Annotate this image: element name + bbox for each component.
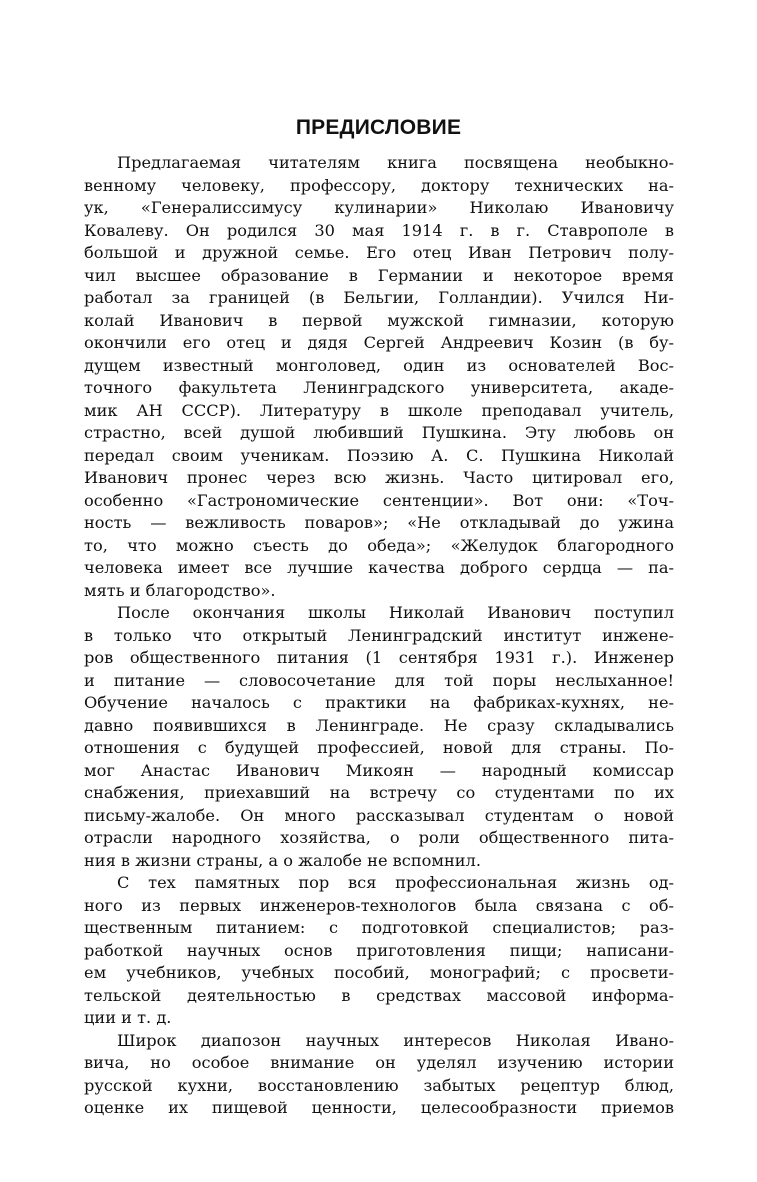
text-line: давно появившихся в Ленинграде. Не сразу складывались bbox=[84, 715, 674, 735]
text-line: венному человеку, профессору, доктору технических на- bbox=[84, 175, 674, 195]
text-line: мик АН СССР). Литературу в школе преподавал учитель, bbox=[84, 400, 674, 420]
text-line: точного факультета Ленинградского университета, акаде- bbox=[84, 378, 674, 397]
text-line: ции и т. д. bbox=[84, 1008, 172, 1027]
page-title: ПРЕДИСЛОВИЕ bbox=[295, 116, 462, 139]
paragraph-2 bbox=[84, 602, 674, 872]
text-line: чил высшее образование в Германии и некоторое время bbox=[84, 265, 674, 285]
body-text bbox=[84, 152, 674, 1120]
text-line: Широк диапозон научных интересов Николая Ивано- bbox=[117, 1030, 674, 1050]
text-line: Обучение началось с практики на фабриках-кухнях, не- bbox=[84, 693, 674, 712]
text-line: мять и благородство». bbox=[84, 580, 276, 600]
text-line: большой и дружной семье. Его отец Иван Петрович полу- bbox=[84, 243, 674, 262]
text-line: С тех памятных пор вся профессиональная жизнь од- bbox=[117, 873, 674, 892]
text-line: После окончания школы Николай Иванович поступил bbox=[117, 603, 674, 622]
text-line: особенно «Гастрономические сентенции». Вот они: «Точ- bbox=[84, 490, 674, 510]
text-line: письму-жалобе. Он много рассказывал студентам о новой bbox=[84, 805, 674, 825]
text-line: Предлагаемая читателям книга посвящена необыкно- bbox=[117, 153, 674, 172]
text-line: отношения с будущей профессией, новой для страны. По- bbox=[84, 738, 674, 757]
text-line: Иванович пронес через всю жизнь. Часто цитировал его, bbox=[84, 468, 674, 487]
text-line: ного из первых инженеров-технологов была связана с об- bbox=[84, 895, 674, 915]
text-line: снабжения, приехавший на встречу со студентами по их bbox=[84, 783, 674, 802]
paragraph-4 bbox=[84, 1030, 674, 1120]
text-line: дущем известный монголовед, один из основателей Вос- bbox=[84, 355, 674, 375]
text-line: то, что можно съесть до обеда»; «Желудок благородного bbox=[84, 535, 674, 555]
text-line: в только что открытый Ленинградский институт инжене- bbox=[84, 625, 674, 645]
text-line: ем учебников, учебных пособий, монографий; с просвети- bbox=[84, 963, 674, 982]
text-line: ния в жизни страны, а о жалобе не вспомнил. bbox=[84, 850, 481, 870]
text-line: щественным питанием: с подготовкой специалистов; раз- bbox=[84, 918, 674, 937]
text-line: отрасли народного хозяйства, о роли общественного пита- bbox=[84, 828, 674, 847]
text-line: человека имеет все лучшие качества доброго сердца — па- bbox=[84, 558, 674, 577]
text-line: ность — вежливость поваров»; «Не откладывай до ужина bbox=[84, 513, 674, 532]
text-line: работкой научных основ приготовления пищи; написани- bbox=[84, 940, 674, 960]
text-line: Ковалеву. Он родился 30 мая 1914 г. в г. Ставрополе в bbox=[84, 220, 674, 240]
text-line: работал за границей (в Бельгии, Голландии). Учился Ни- bbox=[84, 288, 674, 307]
text-line: ук, «Генералиссимусу кулинарии» Николаю Ивановичу bbox=[84, 198, 674, 217]
text-line: страстно, всей душой любивший Пушкина. Эту любовь он bbox=[84, 423, 674, 442]
text-line: русской кухни, восстановлению забытых рецептур блюд, bbox=[84, 1075, 674, 1095]
paragraph-3 bbox=[84, 872, 674, 1030]
text-line: вича, но особое внимание он уделял изучению истории bbox=[84, 1053, 674, 1072]
paragraph-1 bbox=[84, 152, 674, 602]
text-line: оценке их пищевой ценности, целесообразности приемов bbox=[84, 1098, 674, 1117]
text-line: мог Анастас Иванович Микоян — народный комиссар bbox=[84, 760, 674, 780]
text-line: колай Иванович в первой мужской гимназии, которую bbox=[84, 310, 674, 330]
text-line: окончили его отец и дядя Сергей Андреевич Козин (в бу- bbox=[84, 333, 674, 352]
text-line: передал своим ученикам. Поэзию А. С. Пушкина Николай bbox=[84, 445, 674, 465]
text-line: тельской деятельностью в средствах массовой информа- bbox=[84, 985, 674, 1005]
text-line: и питание — словосочетание для той поры неслыханное! bbox=[84, 670, 674, 690]
text-line: ров общественного питания (1 сентября 1931 г.). Инженер bbox=[84, 648, 674, 667]
